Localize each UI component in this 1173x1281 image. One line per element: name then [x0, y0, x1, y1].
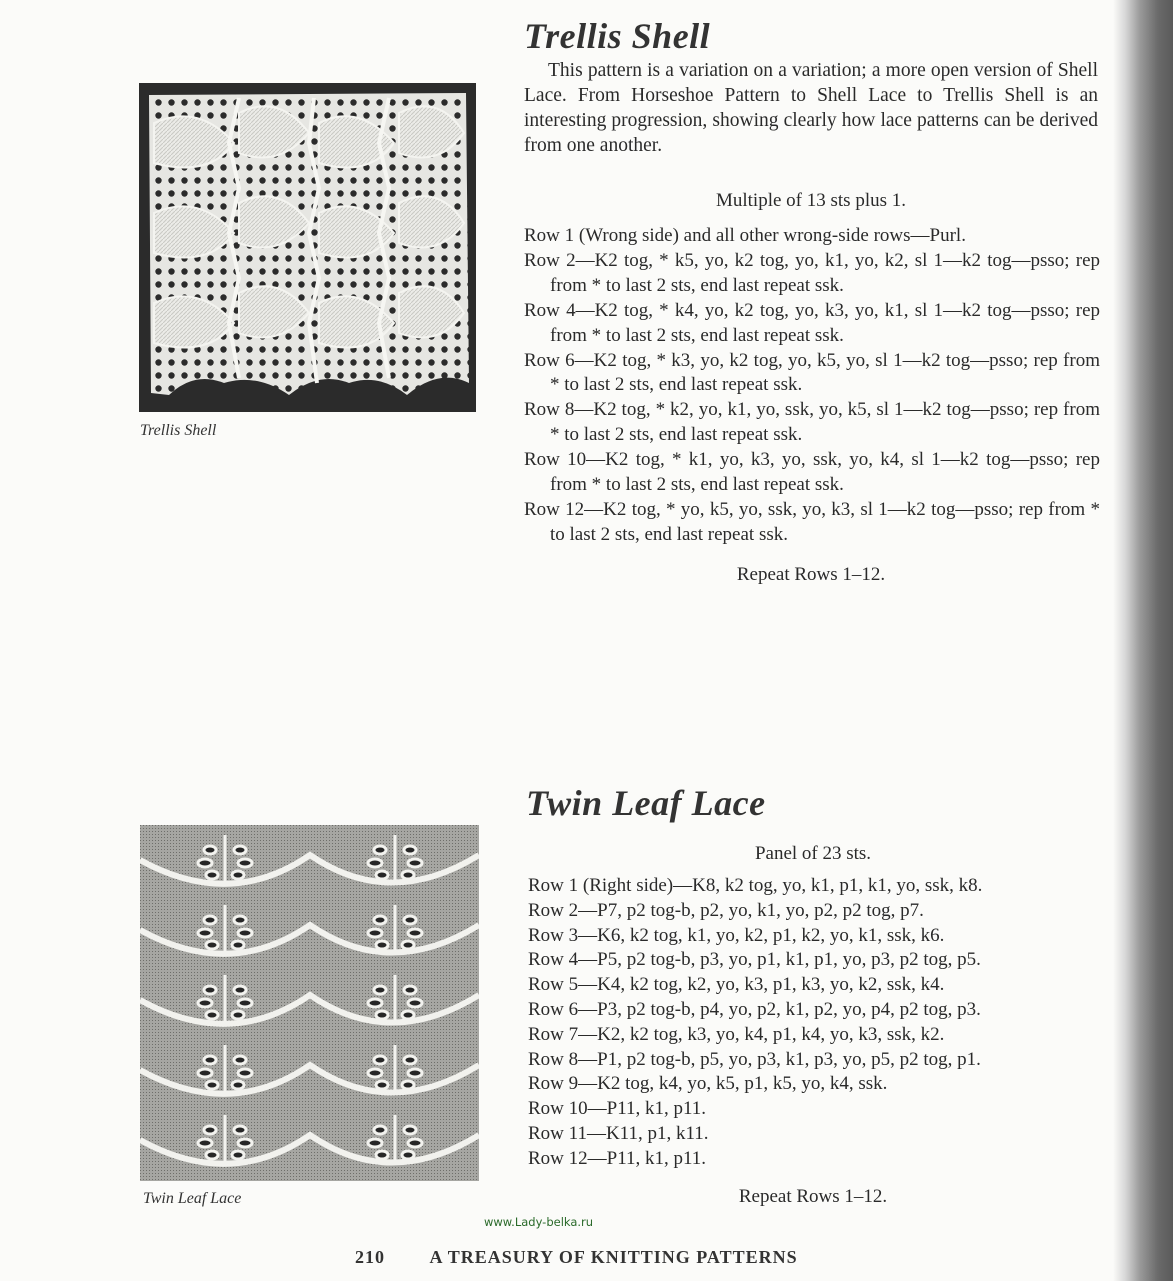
repeat-note-twin-leaf-lace: Repeat Rows 1–12. — [738, 1186, 888, 1207]
watermark-link[interactable]: www.Lady-belka.ru — [484, 1215, 594, 1229]
stitch-multiple-twin-leaf-lace: Panel of 23 sts. — [754, 843, 872, 864]
page-footer — [355, 1247, 798, 1268]
row-instruction: Row 12—K2 tog, * yo, k5, yo, ssk, yo, k3, sl 1—k2 tog—psso; rep from * to last 2 sts, end last repeat ssk. — [524, 498, 1100, 545]
row-instruction: Row 7—K2, k2 tog, k3, yo, k4, p1, k4, yo, k3, ssk, k2. — [528, 1023, 945, 1045]
row-instruction: Row 1 (Right side)—K8, k2 tog, yo, k1, p1, k1, yo, ssk, k8. — [528, 875, 983, 896]
pattern-intro-trellis-shell: This pattern is a variation on a variation; a more open version of Shell Lace. From Horseshoe Pattern to Shell Lace to Trellis Shell is an interesting progression, showing clearly how lace patterns can be derived from one another. — [524, 60, 1098, 156]
row-instruction: Row 9—K2 tog, k4, yo, k5, p1, k5, yo, k4, ssk. — [528, 1073, 888, 1095]
photo-caption-trellis-shell: Trellis Shell — [140, 422, 217, 439]
repeat-note-trellis-shell: Repeat Rows 1–12. — [736, 564, 886, 585]
row-instruction: Row 4—P5, p2 tog-b, p3, yo, p1, k1, p1, yo, p3, p2 tog, p5. — [528, 949, 981, 971]
row-instruction: Row 8—K2 tog, * k2, yo, k1, yo, ssk, yo, k5, sl 1—k2 tog—psso; rep from * to last 2 sts, end last repeat ssk. — [524, 399, 1100, 446]
book-title: A TREASURY OF KNITTING PATTERNS — [429, 1247, 798, 1267]
page-number: 210 — [355, 1247, 385, 1267]
lace-swatch-icon — [140, 825, 479, 1181]
row-instruction: Row 8—P1, p2 tog-b, p5, yo, p3, k1, p3, yo, p5, p2 tog, p1. — [528, 1048, 981, 1070]
row-instruction: Row 10—K2 tog, * k1, yo, k3, yo, ssk, yo, k4, sl 1—k2 tog—psso; rep from * to last 2 sts, end last repeat ssk. — [524, 449, 1100, 496]
pattern-title-twin-leaf-lace: Twin Leaf Lace — [526, 783, 766, 823]
row-instruction: Row 1 (Wrong side) and all other wrong-side rows—Purl. — [524, 225, 966, 246]
row-instruction: Row 10—P11, k1, p11. — [528, 1098, 707, 1120]
row-instruction: Row 3—K6, k2 tog, k1, yo, k2, p1, k2, yo, k1, ssk, k6. — [528, 924, 945, 946]
row-instruction: Row 4—K2 tog, * k4, yo, k2 tog, yo, k3, yo, k1, sl 1—k2 tog—psso; rep from * to last 2 sts, end last repeat ssk. — [524, 299, 1100, 346]
knitted-swatch-photo-trellis-shell — [139, 83, 476, 412]
book-spine-shadow — [1113, 0, 1173, 1281]
row-instruction: Row 11—K11, p1, k11. — [528, 1122, 709, 1144]
row-instruction: Row 6—P3, p2 tog-b, p4, yo, p2, k1, p2, yo, p4, p2 tog, p3. — [528, 998, 981, 1020]
knitted-swatch-photo-twin-leaf-lace — [140, 825, 479, 1181]
row-instruction: Row 5—K4, k2 tog, k2, yo, k3, p1, k3, yo, k2, ssk, k4. — [528, 974, 945, 996]
stitch-multiple-trellis-shell: Multiple of 13 sts plus 1. — [715, 190, 906, 211]
row-instruction: Row 12—P11, k1, p11. — [528, 1147, 707, 1169]
row-instruction: Row 2—K2 tog, * k5, yo, k2 tog, yo, k1, yo, k2, sl 1—k2 tog—psso; rep from * to last 2 sts, end last repeat ssk. — [524, 249, 1100, 296]
lace-swatch-icon — [139, 83, 476, 412]
row-instructions-twin-leaf-lace — [528, 874, 1104, 1172]
row-instructions-trellis-shell — [524, 224, 1100, 548]
row-instruction: Row 2—P7, p2 tog-b, p2, yo, k1, yo, p2, p2 tog, p7. — [528, 899, 924, 921]
photo-caption-twin-leaf-lace: Twin Leaf Lace — [143, 1190, 242, 1207]
pattern-title-trellis-shell: Trellis Shell — [524, 16, 711, 56]
row-instruction: Row 6—K2 tog, * k3, yo, k2 tog, yo, k5, yo, sl 1—k2 tog—psso; rep from * to last 2 sts, end last repeat ssk. — [524, 349, 1100, 396]
